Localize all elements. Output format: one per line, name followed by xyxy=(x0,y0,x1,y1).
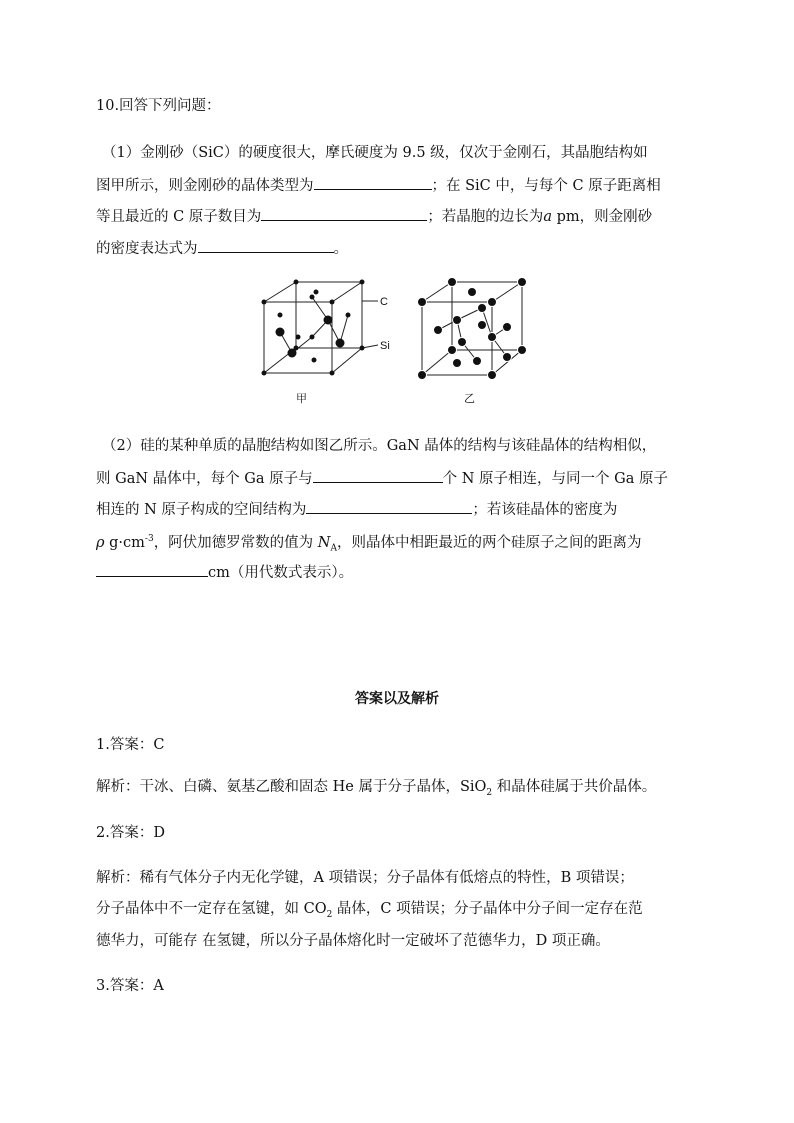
label-c: C xyxy=(380,296,388,308)
answer-blank-density[interactable] xyxy=(198,237,334,253)
label-si: Si xyxy=(380,340,390,352)
part2-line5 xyxy=(96,561,353,583)
crystal-structure-figure xyxy=(252,275,552,410)
part1-text: 。 xyxy=(333,241,348,257)
var-a: a xyxy=(543,209,552,225)
part2-line3 xyxy=(96,498,617,520)
part1-text: 等且最近的 C 原子数目为 xyxy=(96,209,262,225)
part2-text: 相连的 N 原子构成的空间结构为 xyxy=(96,502,307,518)
explanation-2-line1: 解析：稀有气体分子内无化学键，A 项错误；分子晶体有低熔点的特性，B 项错误； xyxy=(96,870,634,886)
answer-2: 2.答案：D xyxy=(96,825,165,841)
part2-text: cm（用代数式表示）。 xyxy=(208,565,354,581)
question-title: 10.回答下列问题： xyxy=(96,98,221,114)
part1-line3 xyxy=(96,205,652,227)
explanation-1 xyxy=(96,777,656,803)
caption-right: 乙 xyxy=(464,393,475,405)
part2-text: ，则晶体中相距最近的两个硅原子之间的距离为 xyxy=(336,534,642,551)
part2-line1: （2）硅的某种单质的晶胞结构如图乙所示。GaN 晶体的结构与该硅晶体的结构相似， xyxy=(102,438,657,454)
var-rho: ρ xyxy=(96,534,105,551)
si-atoms xyxy=(418,278,527,380)
part2-text: ，阿伏加德罗常数的值为 xyxy=(153,534,318,551)
part1-text: ；在 SiC 中，与每个 C 原子距离相 xyxy=(431,178,661,194)
caption-left: 甲 xyxy=(296,393,307,405)
part2-text: g·cm xyxy=(104,534,145,551)
part2-text: ；若该硅晶体的密度为 xyxy=(472,502,618,518)
explanation-text: 分子晶体中不一定存在氢键，如 CO xyxy=(96,901,327,917)
answer-blank-distance[interactable] xyxy=(96,561,208,577)
part2-text: 个 N 原子相连，与同一个 Ga 原子 xyxy=(442,471,668,487)
explanation-2-line3: 德华力，可能存 在氢键，所以分子晶体熔化时一定破坏了范德华力，D 项正确。 xyxy=(96,933,610,949)
part2-line4 xyxy=(96,529,641,559)
part1-text: pm，则金刚砂 xyxy=(551,209,653,225)
sic-unit-cell xyxy=(264,282,378,373)
answer-blank-c-count[interactable] xyxy=(261,205,427,221)
explanation-2-line2 xyxy=(96,899,643,925)
part2-text: 则 GaN 晶体中，每个 Ga 原子与 xyxy=(96,471,313,487)
part2-line2 xyxy=(96,467,668,489)
explanation-text: 解析：干冰、白磷、氨基乙酸和固态 He 属于分子晶体，SiO xyxy=(96,779,487,795)
answer-blank-geometry[interactable] xyxy=(306,498,472,514)
var-n-sub: A xyxy=(330,543,337,554)
part1-text: 的密度表达式为 xyxy=(96,241,198,257)
answers-heading: 答案以及解析 xyxy=(355,691,439,707)
part1-text: 图甲所示，则金刚砂的晶体类型为 xyxy=(96,178,314,194)
var-n: N xyxy=(317,534,331,551)
subscript: 2 xyxy=(326,909,333,920)
explanation-text: 和晶体硅属于共价晶体。 xyxy=(492,779,657,795)
explanation-text: 晶体，C 项错误；分子晶体中分子间一定存在范 xyxy=(332,901,643,917)
answer-3: 3.答案：A xyxy=(96,978,164,994)
answer-1: 1.答案：C xyxy=(96,737,165,753)
part1-line4 xyxy=(96,237,348,259)
part1-line1: （1）金刚砂（SiC）的硬度很大，摩氏硬度为 9.5 级，仅次于金刚石，其晶胞结构如 xyxy=(102,145,648,161)
answer-blank-crystal-type[interactable] xyxy=(314,174,432,190)
part1-line2 xyxy=(96,174,661,196)
subscript: 2 xyxy=(486,787,493,798)
unit-exponent: -3 xyxy=(144,534,154,544)
part1-text: ；若晶胞的边长为 xyxy=(427,209,544,225)
answer-blank-n-count[interactable] xyxy=(313,467,443,483)
